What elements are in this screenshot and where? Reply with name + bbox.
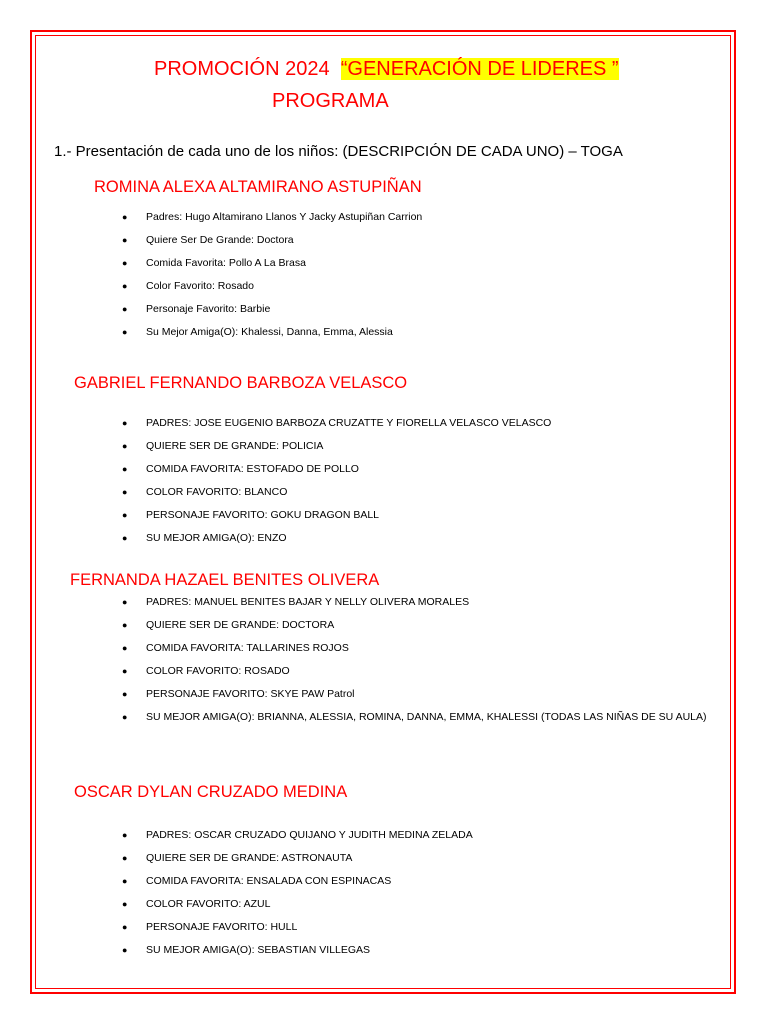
- bullet-icon: ●: [122, 304, 128, 314]
- bullet-icon: ●: [122, 533, 128, 543]
- document-title: [154, 54, 619, 84]
- list-item: ● COMIDA FAVORITA: ESTOFADO DE POLLO: [122, 458, 712, 481]
- list-item: ● COLOR FAVORITO: AZUL: [122, 893, 712, 916]
- list-item: ● QUIERE SER DE GRANDE: DOCTORA: [122, 614, 712, 637]
- title-generation-highlight: “GENERACIÓN DE LIDERES ”: [340, 58, 619, 80]
- bullet-icon: ●: [122, 922, 128, 932]
- bullet-icon: ●: [122, 212, 128, 222]
- bullet-icon: ●: [122, 487, 128, 497]
- list-item: ● COLOR FAVORITO: BLANCO: [122, 481, 712, 504]
- bullet-icon: ●: [122, 830, 128, 840]
- bullet-icon: ●: [122, 689, 128, 699]
- bullet-icon: ●: [122, 281, 128, 291]
- list-item: ● Personaje Favorito: Barbie: [122, 298, 712, 321]
- list-item: ● SU MEJOR AMIGA(O): SEBASTIAN VILLEGAS: [122, 939, 712, 962]
- bullet-icon: ●: [122, 712, 128, 722]
- bullet-icon: ●: [122, 441, 128, 451]
- bullet-icon: ●: [122, 620, 128, 630]
- bullet-icon: ●: [122, 876, 128, 886]
- list-item: ● PERSONAJE FAVORITO: SKYE PAW Patrol: [122, 683, 712, 706]
- list-item: ● PADRES: MANUEL BENITES BAJAR Y NELLY OLIVERA MORALES: [122, 591, 712, 614]
- bullet-icon: ●: [122, 666, 128, 676]
- list-item: ● COLOR FAVORITO: ROSADO: [122, 660, 712, 683]
- intro-line: 1.- Presentación de cada uno de los niños: (DESCRIPCIÓN DE CADA UNO) – TOGA: [54, 143, 623, 160]
- list-item: ● SU MEJOR AMIGA(O): BRIANNA, ALESSIA, ROMINA, DANNA, EMMA, KHALESSI (TODAS LAS NIÑAS DE SU AULA): [122, 706, 712, 729]
- student-details-list: [122, 206, 712, 344]
- list-item: ● QUIERE SER DE GRANDE: POLICIA: [122, 435, 712, 458]
- list-item: ● PERSONAJE FAVORITO: HULL: [122, 916, 712, 939]
- bullet-icon: ●: [122, 327, 128, 337]
- list-item: ● Comida Favorita: Pollo A La Brasa: [122, 252, 712, 275]
- student-name: FERNANDA HAZAEL BENITES OLIVERA: [70, 571, 380, 589]
- list-item: ● Quiere Ser De Grande: Doctora: [122, 229, 712, 252]
- list-item: ● Su Mejor Amiga(O): Khalessi, Danna, Emma, Alessia: [122, 321, 712, 344]
- student-details-list: [122, 412, 712, 550]
- student-details-list: [122, 824, 712, 962]
- bullet-icon: ●: [122, 418, 128, 428]
- list-item: ● Padres: Hugo Altamirano Llanos Y Jacky Astupiñan Carrion: [122, 206, 712, 229]
- bullet-icon: ●: [122, 597, 128, 607]
- student-name: GABRIEL FERNANDO BARBOZA VELASCO: [74, 374, 408, 392]
- student-details-list: [122, 591, 712, 729]
- bullet-icon: ●: [122, 510, 128, 520]
- list-item: ● COMIDA FAVORITA: TALLARINES ROJOS: [122, 637, 712, 660]
- bullet-icon: ●: [122, 899, 128, 909]
- title-promotion: PROMOCIÓN 2024: [154, 58, 330, 80]
- bullet-icon: ●: [122, 643, 128, 653]
- document-subtitle: PROGRAMA: [272, 90, 389, 112]
- list-item: ● PERSONAJE FAVORITO: GOKU DRAGON BALL: [122, 504, 712, 527]
- bullet-icon: ●: [122, 464, 128, 474]
- bullet-icon: ●: [122, 945, 128, 955]
- list-item: ● PADRES: OSCAR CRUZADO QUIJANO Y JUDITH MEDINA ZELADA: [122, 824, 712, 847]
- list-item: ● PADRES: JOSE EUGENIO BARBOZA CRUZATTE Y FIORELLA VELASCO VELASCO: [122, 412, 712, 435]
- student-name: ROMINA ALEXA ALTAMIRANO ASTUPIÑAN: [94, 178, 422, 196]
- list-item: ● SU MEJOR AMIGA(O): ENZO: [122, 527, 712, 550]
- bullet-icon: ●: [122, 258, 128, 268]
- bullet-icon: ●: [122, 853, 128, 863]
- bullet-icon: ●: [122, 235, 128, 245]
- student-name: OSCAR DYLAN CRUZADO MEDINA: [74, 783, 348, 801]
- list-item: ● COMIDA FAVORITA: ENSALADA CON ESPINACAS: [122, 870, 712, 893]
- list-item: ● Color Favorito: Rosado: [122, 275, 712, 298]
- list-item: ● QUIERE SER DE GRANDE: ASTRONAUTA: [122, 847, 712, 870]
